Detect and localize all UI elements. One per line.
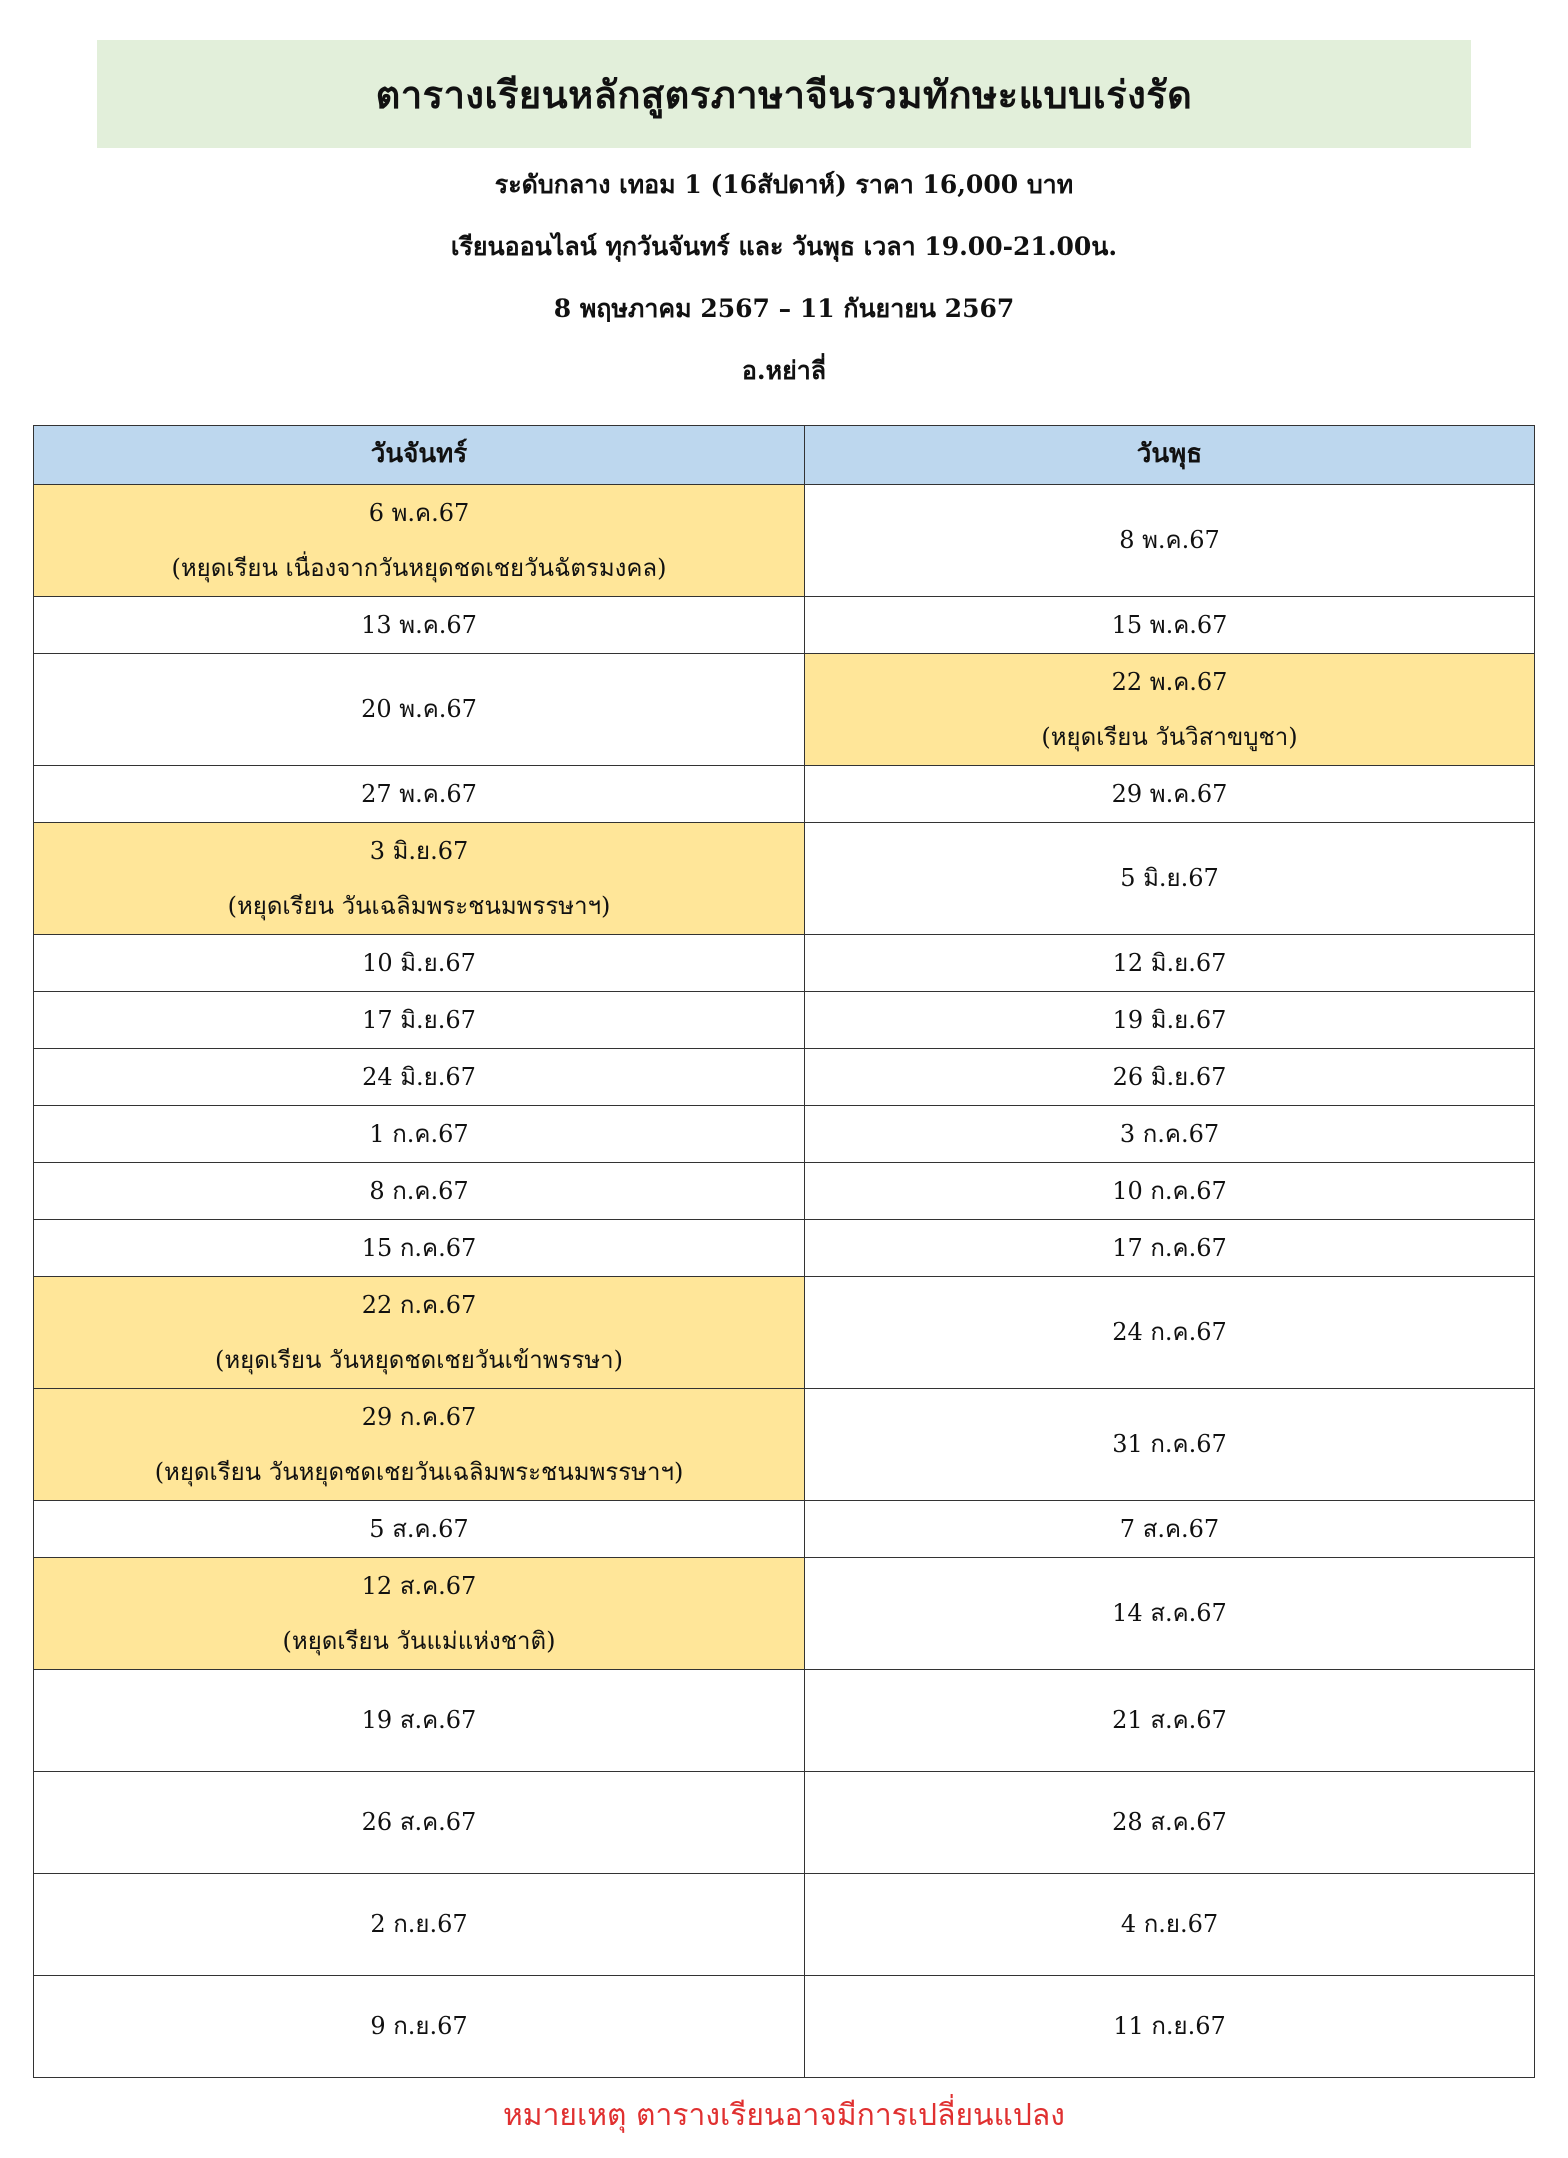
wednesday-cell bbox=[805, 1389, 1535, 1501]
wednesday-cell bbox=[805, 992, 1535, 1049]
class-date: 8 พ.ค.67 bbox=[1119, 526, 1220, 555]
wednesday-cell bbox=[805, 1277, 1535, 1389]
class-date: 11 ก.ย.67 bbox=[1113, 2012, 1226, 2041]
holiday-note: (หยุดเรียน วันวิสาขบูชา) bbox=[1041, 722, 1298, 751]
class-date: 24 มิ.ย.67 bbox=[362, 1062, 476, 1091]
class-date: 29 พ.ค.67 bbox=[1111, 779, 1228, 808]
class-date: 27 พ.ค.67 bbox=[361, 779, 477, 808]
wednesday-cell bbox=[805, 935, 1535, 992]
monday-cell bbox=[34, 1670, 805, 1772]
holiday-note: (หยุดเรียน วันหยุดชดเชยวันเฉลิมพระชนมพรรษาฯ) bbox=[154, 1457, 684, 1486]
wednesday-cell bbox=[805, 1049, 1535, 1106]
header-monday: วันจันทร์ bbox=[34, 426, 805, 485]
page-title: ตารางเรียนหลักสูตรภาษาจีนรวมทักษะแบบเร่งรัด bbox=[375, 71, 1193, 117]
table-row bbox=[34, 1772, 1535, 1874]
wednesday-cell bbox=[805, 485, 1535, 597]
class-date: 19 มิ.ย.67 bbox=[1112, 1005, 1227, 1034]
class-date: 5 มิ.ย.67 bbox=[1120, 864, 1219, 893]
title-banner bbox=[97, 40, 1471, 148]
table-row bbox=[34, 1874, 1535, 1976]
class-date: 26 ส.ค.67 bbox=[361, 1808, 477, 1837]
class-date: 28 ส.ค.67 bbox=[1112, 1808, 1227, 1837]
monday-cell bbox=[34, 1163, 805, 1220]
monday-cell bbox=[34, 766, 805, 823]
class-date: 12 ส.ค.67 bbox=[361, 1571, 477, 1600]
class-date: 10 ก.ค.67 bbox=[1112, 1176, 1227, 1205]
header-wednesday: วันพุธ bbox=[805, 426, 1535, 485]
table-row bbox=[34, 1049, 1535, 1106]
class-date: 21 ส.ค.67 bbox=[1112, 1706, 1227, 1735]
table-row bbox=[34, 1389, 1535, 1501]
holiday-note: (หยุดเรียน วันแม่แห่งชาติ) bbox=[282, 1626, 556, 1655]
table-row bbox=[34, 1163, 1535, 1220]
class-date: 15 ก.ค.67 bbox=[361, 1233, 477, 1262]
class-date: 15 พ.ค.67 bbox=[1111, 610, 1228, 639]
class-date: 3 มิ.ย.67 bbox=[369, 836, 469, 865]
table-row bbox=[34, 1501, 1535, 1558]
class-date: 1 ก.ค.67 bbox=[369, 1119, 469, 1148]
monday-cell bbox=[34, 597, 805, 654]
table-row bbox=[34, 1220, 1535, 1277]
class-date: 22 ก.ค.67 bbox=[361, 1290, 477, 1319]
class-date: 29 ก.ค.67 bbox=[361, 1402, 477, 1431]
instructor-name: อ.หย่าลี่ bbox=[741, 356, 827, 385]
class-date: 9 ก.ย.67 bbox=[370, 2012, 468, 2041]
table-row bbox=[34, 935, 1535, 992]
class-date: 26 มิ.ย.67 bbox=[1112, 1062, 1227, 1091]
monday-cell bbox=[34, 1277, 805, 1389]
wednesday-cell bbox=[805, 1772, 1535, 1874]
class-date: 22 พ.ค.67 bbox=[1111, 667, 1228, 696]
class-date: 2 ก.ย.67 bbox=[370, 1910, 468, 1939]
table-row bbox=[34, 1976, 1535, 2078]
table-row bbox=[34, 1277, 1535, 1389]
table-row bbox=[34, 597, 1535, 654]
monday-cell bbox=[34, 1772, 805, 1874]
class-date: 31 ก.ค.67 bbox=[1112, 1430, 1227, 1459]
class-date: 5 ส.ค.67 bbox=[369, 1514, 469, 1543]
course-date-range: 8 พฤษภาคม 2567 – 11 กันยายน 2567 bbox=[553, 294, 1015, 323]
class-date: 13 พ.ค.67 bbox=[361, 610, 477, 639]
table-row bbox=[34, 766, 1535, 823]
monday-cell bbox=[34, 823, 805, 935]
class-date: 3 ก.ค.67 bbox=[1119, 1119, 1220, 1148]
wednesday-cell bbox=[805, 1558, 1535, 1670]
monday-cell bbox=[34, 992, 805, 1049]
wednesday-cell bbox=[805, 1163, 1535, 1220]
class-date: 4 ก.ย.67 bbox=[1120, 1910, 1219, 1939]
monday-cell bbox=[34, 1558, 805, 1670]
class-schedule-time: เรียนออนไลน์ ทุกวันจันทร์ และ วันพุธ เวลา 19.00-21.00น. bbox=[450, 232, 1118, 261]
wednesday-cell bbox=[805, 766, 1535, 823]
footnote: หมายเหตุ ตารางเรียนอาจมีการเปลี่ยนแปลง bbox=[503, 2098, 1065, 2133]
monday-cell bbox=[34, 1049, 805, 1106]
table-row bbox=[34, 1670, 1535, 1772]
wednesday-cell bbox=[805, 1106, 1535, 1163]
class-date: 12 มิ.ย.67 bbox=[1112, 948, 1227, 977]
wednesday-cell bbox=[805, 1874, 1535, 1976]
monday-cell bbox=[34, 485, 805, 597]
wednesday-cell bbox=[805, 1976, 1535, 2078]
class-date: 6 พ.ค.67 bbox=[368, 498, 470, 527]
monday-cell bbox=[34, 1220, 805, 1277]
class-date: 7 ส.ค.67 bbox=[1119, 1514, 1220, 1543]
class-date: 17 มิ.ย.67 bbox=[362, 1005, 476, 1034]
table-row bbox=[34, 1558, 1535, 1670]
course-level-price: ระดับกลาง เทอม 1 (16สัปดาห์) ราคา 16,000 บาท bbox=[494, 170, 1074, 199]
class-date: 24 ก.ค.67 bbox=[1112, 1318, 1227, 1347]
wednesday-cell bbox=[805, 1670, 1535, 1772]
monday-cell bbox=[34, 1874, 805, 1976]
class-date: 14 ส.ค.67 bbox=[1112, 1599, 1227, 1628]
monday-cell bbox=[34, 1501, 805, 1558]
wednesday-cell bbox=[805, 654, 1535, 766]
class-date: 10 มิ.ย.67 bbox=[362, 948, 476, 977]
wednesday-cell bbox=[805, 597, 1535, 654]
table-row bbox=[34, 1106, 1535, 1163]
schedule-body bbox=[34, 485, 1535, 2078]
wednesday-cell bbox=[805, 1501, 1535, 1558]
class-date: 20 พ.ค.67 bbox=[361, 695, 477, 724]
monday-cell bbox=[34, 654, 805, 766]
holiday-note: (หยุดเรียน เนื่องจากวันหยุดชดเชยวันฉัตรมงคล) bbox=[171, 553, 667, 582]
monday-cell bbox=[34, 1106, 805, 1163]
table-row bbox=[34, 823, 1535, 935]
class-date: 19 ส.ค.67 bbox=[361, 1706, 477, 1735]
wednesday-cell bbox=[805, 1220, 1535, 1277]
table-row bbox=[34, 654, 1535, 766]
class-date: 17 ก.ค.67 bbox=[1112, 1233, 1227, 1262]
monday-cell bbox=[34, 1976, 805, 2078]
wednesday-cell bbox=[805, 823, 1535, 935]
class-date: 8 ก.ค.67 bbox=[369, 1176, 469, 1205]
holiday-note: (หยุดเรียน วันหยุดชดเชยวันเข้าพรรษา) bbox=[214, 1345, 624, 1374]
table-row bbox=[34, 485, 1535, 597]
holiday-note: (หยุดเรียน วันเฉลิมพระชนมพรรษาฯ) bbox=[227, 891, 611, 920]
table-row bbox=[34, 992, 1535, 1049]
schedule-table bbox=[33, 425, 1535, 2078]
monday-cell bbox=[34, 935, 805, 992]
monday-cell bbox=[34, 1389, 805, 1501]
schedule-header-row bbox=[34, 426, 1535, 485]
